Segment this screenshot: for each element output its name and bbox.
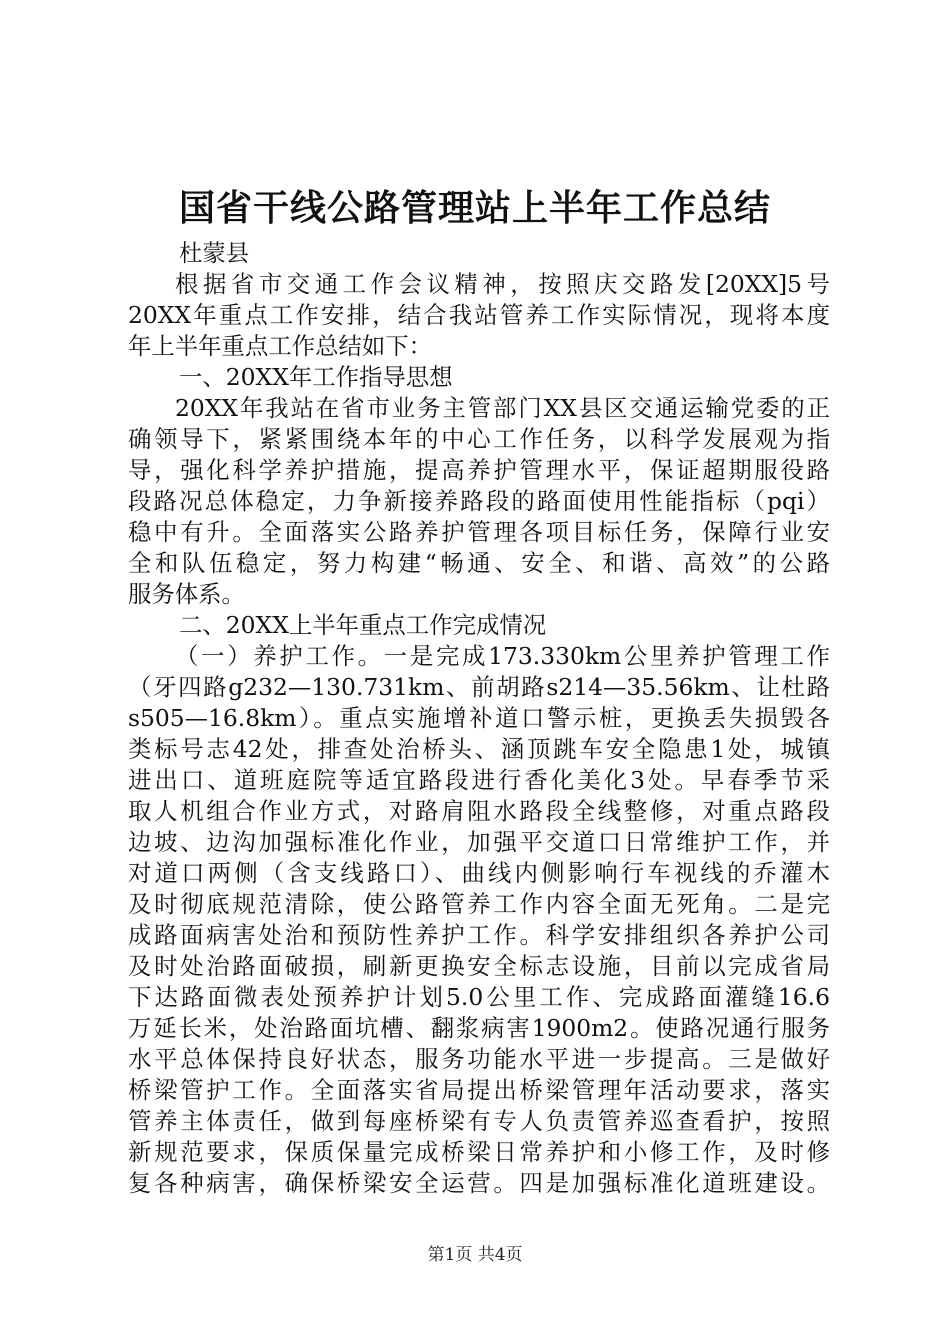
text-line: （一）养护工作。一是完成173.330km公里养护管理工作 — [175, 642, 830, 670]
text-line: 及时彻底规范清除，使公路管养工作内容全面无死角。二是完 — [128, 890, 830, 918]
text-line: 成路面病害处治和预防性养护工作。科学安排组织各养护公司 — [128, 921, 830, 949]
document-body — [128, 238, 830, 1199]
text-line: 取人机组合作业方式，对路肩阻水路段全线整修，对重点路段 — [128, 797, 830, 825]
text-line: （牙四路g232—130.731km、前胡路s214—35.56km、让杜路 — [128, 673, 830, 701]
text-line: 边坡、边沟加强标准化作业，加强平交道口日常维护工作，并 — [128, 828, 830, 856]
text-line: 及时处治路面破损，刷新更换安全标志设施，目前以完成省局 — [128, 952, 830, 980]
document-title: 国省干线公路管理站上半年工作总结 — [178, 188, 771, 229]
text-line: s505—16.8km）。重点实施增补道口警示桩，更换丢失损毁各 — [128, 704, 830, 732]
text-line: 20XX年重点工作安排，结合我站管养工作实际情况，现将本度 — [128, 301, 830, 329]
text-line: 下达路面微表处预养护计划5.0公里工作、完成路面灌缝16.6 — [128, 983, 830, 1011]
text-line: 稳中有升。全面落实公路养护管理各项目标任务，保障行业安 — [128, 518, 830, 546]
text-line: 对道口两侧（含支线路口）、曲线内侧影响行车视线的乔灌木 — [128, 859, 830, 887]
text-line: 确领导下，紧紧围绕本年的中心工作任务，以科学发展观为指 — [128, 425, 830, 453]
text-line: 类标号志42处，排查处治桥头、涵顶跳车安全隐患1处，城镇 — [128, 735, 830, 763]
text-line: 段路况总体稳定，力争新接养路段的路面使用性能指标（pqi） — [128, 487, 830, 515]
text-line: 服务体系。 — [128, 580, 245, 608]
text-line: 二、20XX上半年重点工作完成情况 — [179, 611, 547, 639]
text-line: 20XX年我站在省市业务主管部门XX县区交通运输党委的正 — [175, 394, 830, 422]
text-line: 年上半年重点工作总结如下： — [128, 332, 433, 360]
text-line: 万延长米，处治路面坑槽、翻浆病害1900m2。使路况通行服务 — [128, 1014, 830, 1042]
text-line: 管养主体责任，做到每座桥梁有专人负责管养巡查看护，按照 — [128, 1107, 830, 1135]
text-line: 杜蒙县 — [179, 239, 250, 267]
text-line: 桥梁管护工作。全面落实省局提出桥梁管理年活动要求，落实 — [128, 1076, 830, 1104]
text-line: 复各种病害，确保桥梁安全运营。四是加强标准化道班建设。 — [128, 1169, 830, 1197]
text-line: 全和队伍稳定，努力构建“畅通、安全、和谐、高效”的公路 — [128, 549, 830, 577]
page-footer: 第1页 共4页 — [427, 1245, 523, 1265]
text-line: 新规范要求，保质保量完成桥梁日常养护和小修工作，及时修 — [128, 1138, 830, 1166]
text-line: 一、20XX年工作指导思想 — [179, 363, 453, 391]
text-line: 水平总体保持良好状态，服务功能水平进一步提高。三是做好 — [128, 1045, 830, 1073]
text-line: 导，强化科学养护措施，提高养护管理水平，保证超期服役路 — [128, 456, 830, 484]
text-line: 进出口、道班庭院等适宜路段进行香化美化3处。早春季节采 — [128, 766, 830, 794]
text-line: 根据省市交通工作会议精神，按照庆交路发[20XX]5号 — [175, 270, 830, 298]
